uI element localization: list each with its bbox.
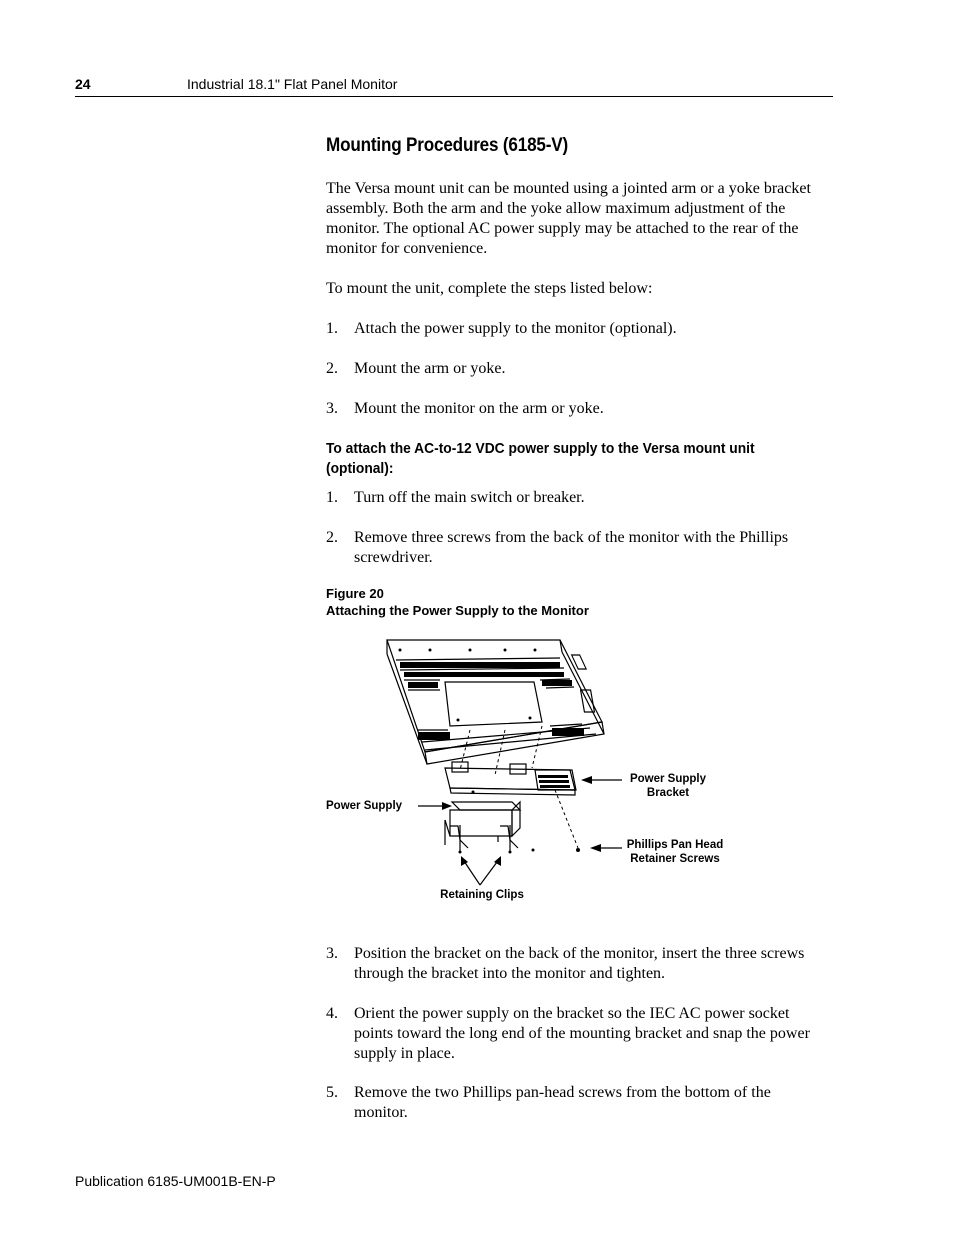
overview-step [326,399,826,419]
retaining-clips [450,825,518,852]
step-number: 1. [326,320,338,337]
procedure-step [326,488,826,508]
page-number: 24 [75,76,91,92]
step-number: 3. [326,400,338,417]
running-title: Industrial 18.1" Flat Panel Monitor [187,76,398,92]
step-text: Orient the power supply on the bracket so the IEC AC power socket points toward the long end of the mounting bracket and snap the power supply in place. [354,1005,810,1062]
procedure-step [326,1004,826,1064]
figure-title: Attaching the Power Supply to the Monitor [326,603,589,618]
step-text: Turn off the main switch or breaker. [354,489,585,506]
power-supply-figure [320,630,740,915]
section-title: Mounting Procedures (6185-V) [326,135,569,156]
callout-retainer-screws [620,838,730,866]
monitor-center-panel [445,682,542,726]
callout-line: Phillips Pan Head [626,839,724,851]
step-number: 3. [326,945,338,962]
callout-retaining-clips: Retaining Clips [440,889,524,901]
step-text: Mount the monitor on the arm or yoke. [354,400,604,417]
step-number: 5. [326,1084,338,1101]
intro-paragraph: The Versa mount unit can be mounted using a jointed arm or a yoke bracket assembly. Both the arm and the yoke allow maximum adjustment of the monitor. The optional AC power supply may be attached to the rear of the monitor for convenience. [326,180,811,257]
step-text: Mount the arm or yoke. [354,360,506,377]
power-supply-unit [445,802,520,845]
step-text: Attach the power supply to the monitor (optional). [354,320,677,337]
power-supply-bracket [445,762,576,795]
step-number: 4. [326,1005,338,1022]
step-text: Position the bracket on the back of the monitor, insert the three screws through the bracket into the monitor and tighten. [354,945,805,982]
procedure-step [326,528,826,568]
callout-line: Bracket [646,787,690,799]
callout-power-supply: Power Supply [326,800,403,812]
callout-line: Power Supply [629,773,707,785]
publication-footer: Publication 6185-UM001B-EN-P [75,1173,276,1189]
procedure-heading: To attach the AC-to-12 VDC power supply to the Versa mount unit (optional): [326,440,755,477]
callout-power-supply-bracket [620,772,716,800]
procedure-step [326,1083,826,1123]
step-number: 1. [326,489,338,506]
step-number: 2. [326,529,338,546]
step-text: Remove the two Phillips pan-head screws from the bottom of the monitor. [354,1084,771,1121]
callout-line: Retainer Screws [630,853,720,865]
step-number: 2. [326,360,338,377]
header-rule [75,96,833,97]
step-text: Remove three screws from the back of the monitor with the Phillips screwdriver. [354,529,789,566]
overview-step [326,319,826,339]
figure-number: Figure 20 [326,586,384,601]
overview-step [326,359,826,379]
procedure-step [326,944,826,984]
lead-in-paragraph: To mount the unit, complete the steps listed below: [326,280,653,297]
